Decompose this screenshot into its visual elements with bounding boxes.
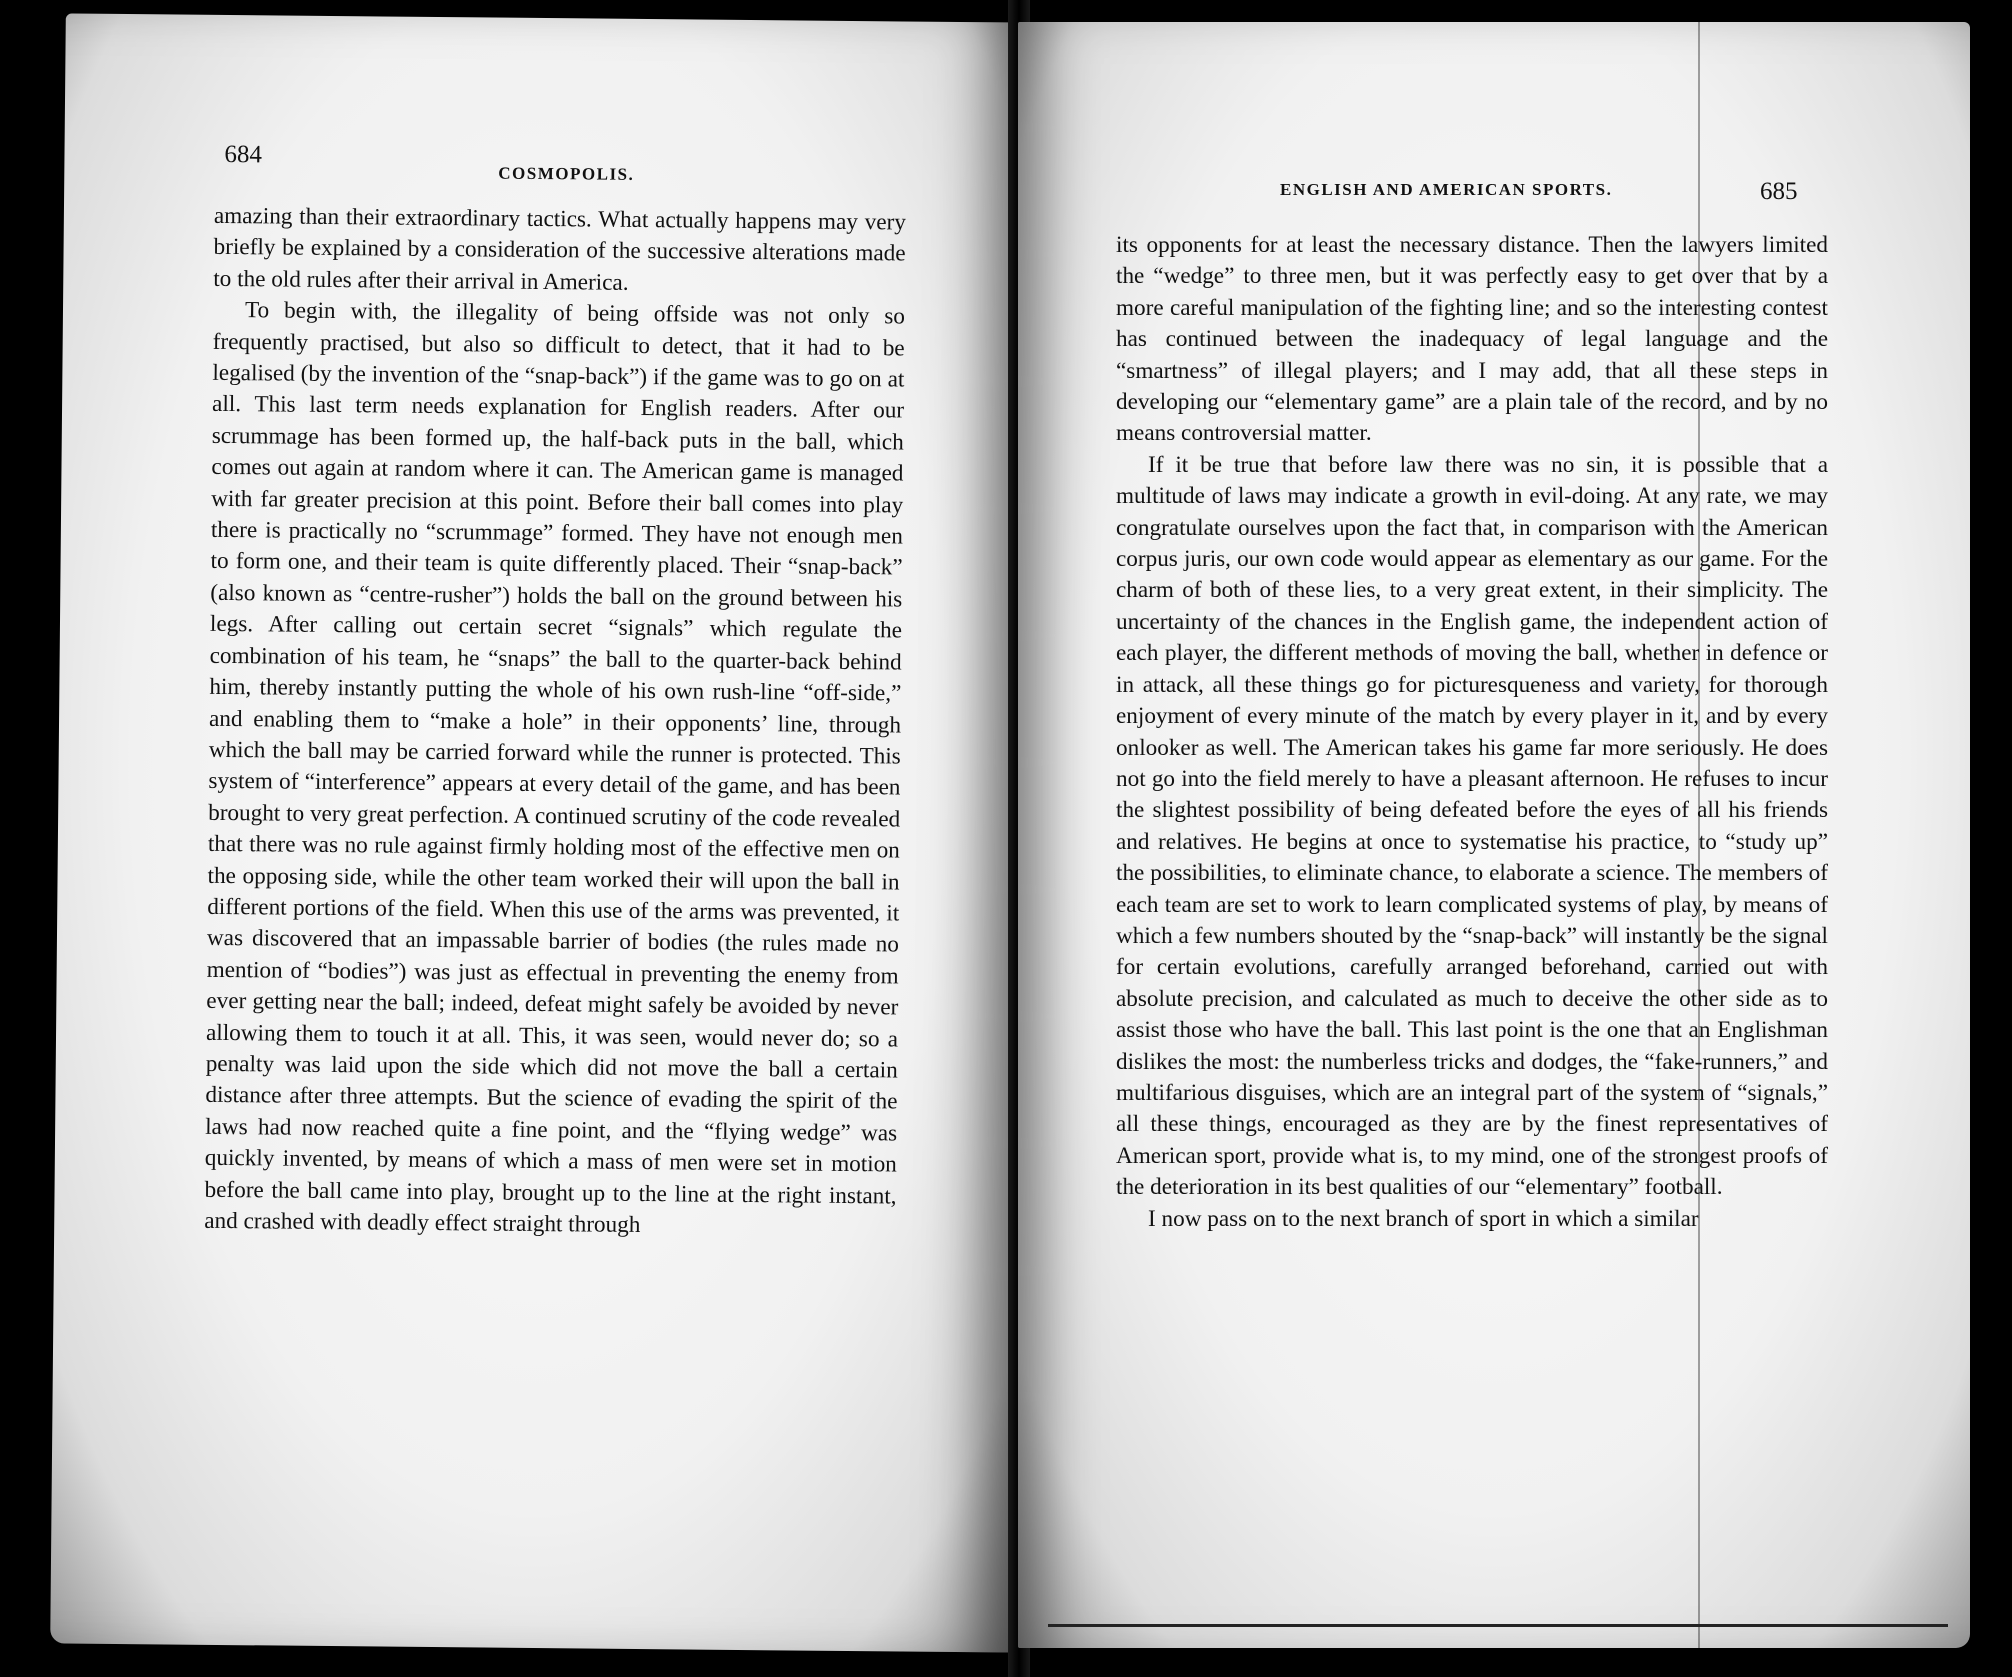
- page-fold-line: [1698, 22, 1700, 1648]
- right-paragraph-2: If it be true that before law there was no sin, it is possible that a multitude of laws may indicate a growth in evil-doing. At any rate, we may congratulate ourselves upon the fact that, in comparison with the American corpus juris, our own code would appear as elementary as our game. For the charm of both of these lies, to a very great extent, in their simplicity. The uncertainty of the chances in the English game, the independent action of each player, the different methods of moving the ball, whether in defence or in attack, all these things go for picturesqueness and variety, for thorough enjoyment of every minute of the match by every player in it, and by every onlooker as well. The American takes his game far more seriously. He does not go into the field merely to have a pleasant afternoon. He refuses to incur the slightest possibility of being defeated before the eyes of all his friends and relatives. He begins at once to systematise his practice, to “study up” the possibilities, to eliminate chance, to elaborate a science. The members of each team are set to work to learn complicated systems of play, by means of which a few numbers shouted by the “snap-back” will instantly be the signal for certain evolutions, carefully arranged beforehand, carried out with absolute precision, and calculated as much to deceive the other side as to assist those who have the ball. This last point is the one that an Englishman dislikes the most: the numberless tricks and dodges, the “fake-runners,” and multifarious disguises, which are an integral part of the system of “signals,” all these things, encouraged as they are by the finest representatives of American sport, provide what is, to my mind, one of the strongest proofs of the deterioration in its best qualities of our “elementary” football.: [1116, 451, 1828, 1201]
- left-page: [50, 13, 1026, 1652]
- right-paragraph-1: its opponents for at least the necessary distance. Then the lawyers limited the “wedge” to three men, but it was perfectly easy to get over that by a more careful manipulation of the fighting line; and so the interesting contest has continued between the inadequacy of legal language and the “smartness” of illegal players; and I may add, that all these steps in developing our “elementary game” are a plain tale of the record, and by no means controversial matter.: [1116, 232, 1828, 447]
- right-page-text: [1116, 230, 1828, 1235]
- left-running-head: COSMOPOLIS.: [498, 163, 635, 184]
- right-page: [1018, 22, 1970, 1648]
- right-paragraph-3: I now pass on to the next branch of sport in which a similar: [1148, 1205, 1699, 1232]
- left-paragraph-1: amazing than their extraordinary tactics. What actually happens may very briefly be explained by a consideration of the successive alterations made to the old rules after their arrival in America.: [213, 202, 907, 296]
- right-page-number: 685: [1760, 178, 1798, 205]
- right-running-head: ENGLISH AND AMERICAN SPORTS.: [1280, 180, 1613, 199]
- left-page-number: 684: [224, 140, 263, 169]
- left-paragraph-2: To begin with, the illegality of being offside was not only so frequently practised, but also so difficult to detect, that it had to be legalised (by the invention of the “snap-back”) if the game was to go on at all. This last term needs explanation for English readers. After our scrummage has been formed up, the half-back puts in the ball, which comes out again at random where it can. The American game is managed with far greater precision at this point. Before their ball comes into play there is practically no “scrummage” formed. They have not enough men to form one, and their team is quite differently placed. Their “snap-back” (also known as “centre-rusher”) holds the ball on the ground between his legs. After calling out certain secret “signals” which regulate the combination of his team, he “snaps” the ball to the quarter-back behind him, thereby instantly putting the whole of his own rush-line “off-side,” and enabling them to “make a hole” in their opponents’ line, through which the ball may be carried forward while the runner is protected. This system of “interference” appears at every detail of the game, and has been brought to very great perfection. A continued scrutiny of the code revealed that there was no rule against firmly holding most of the effective men on the opposing side, while the other team worked their will upon the ball in different portions of the field. When this use of the arms was prevented, it was discovered that an impassable barrier of bodies (the rules made no mention of “bodies”) was just as effectual in preventing the enemy from ever getting near the ball; indeed, defeat might safely be avoided by never allowing them to touch it at all. This, it was seen, would never do; so a penalty was laid upon the side which did not move the ball a certain distance after three attempts. But the science of evading the spirit of the laws had now reached quite a fine point, and the “flying wedge” was quickly invented, by means of which a mass of men were set in motion before the ball came into play, brought up to the line at the right instant, and crashed with deadly effect straight through: [204, 297, 906, 1239]
- left-page-text: [204, 201, 906, 1244]
- page-bottom-edge: [1048, 1624, 1948, 1627]
